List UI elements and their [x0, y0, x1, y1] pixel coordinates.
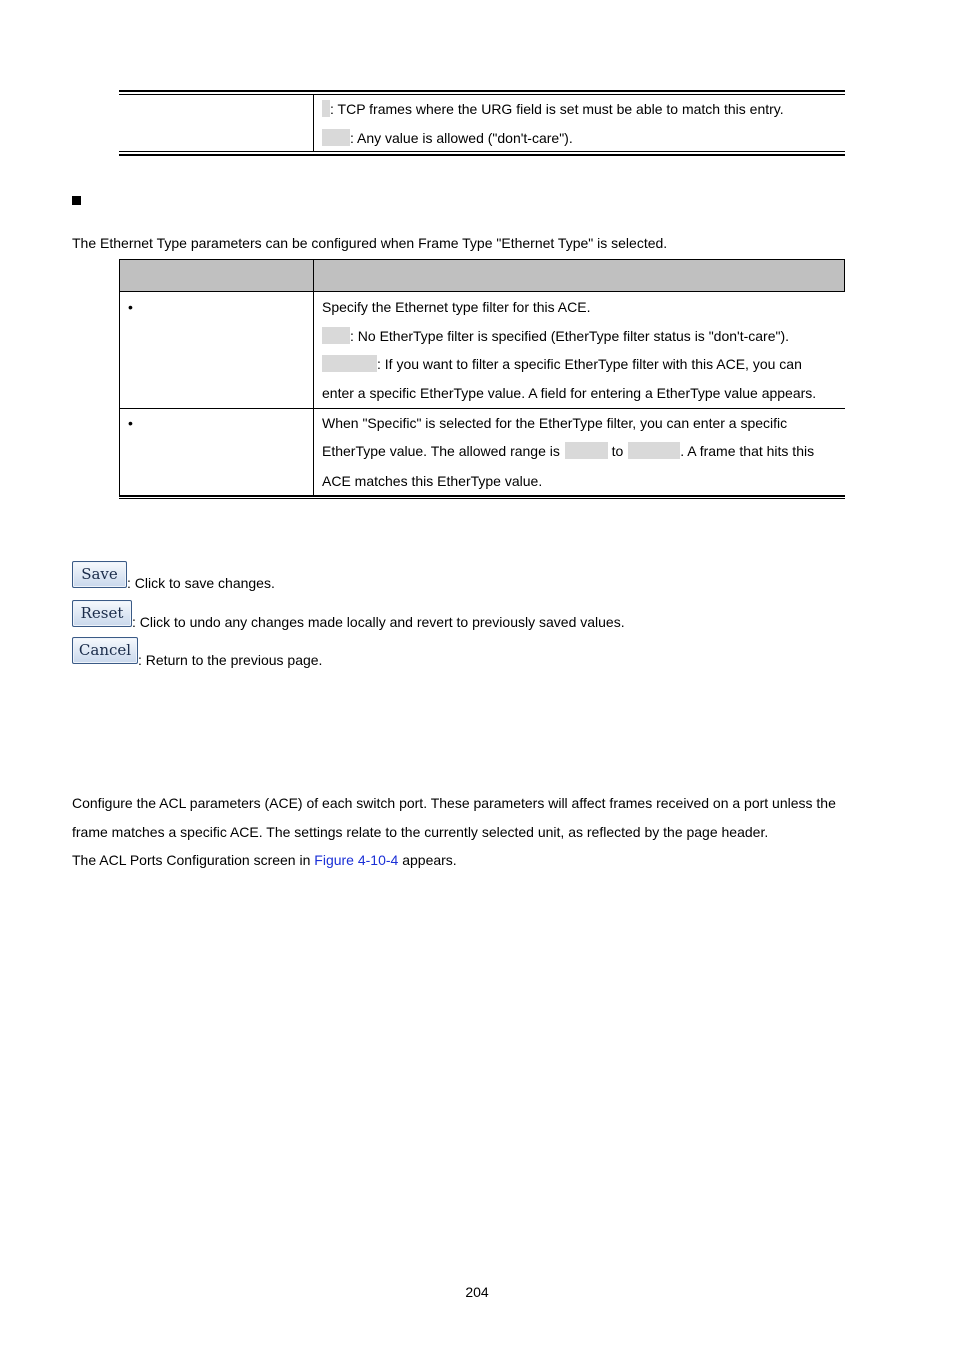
ethertype-value-range: [322, 442, 814, 460]
ethertype-any-text: : No EtherType filter is specified (EtherType filter status is "don't-care").: [350, 328, 790, 344]
row-bullet: •: [128, 299, 133, 315]
range-text-a: EtherType value. The allowed range is: [322, 443, 560, 459]
screen-suffix: appears.: [398, 852, 457, 868]
table-rule: [119, 498, 845, 499]
table-header-row: [119, 259, 845, 292]
save-button[interactable]: Save: [72, 561, 127, 588]
urg-option-2-text: : Any value is allowed ("don't-care").: [350, 130, 573, 146]
value-highlight: [322, 327, 350, 344]
ethernet-intro: The Ethernet Type parameters can be configured when Frame Type "Ethernet Type" is selected.: [72, 235, 668, 251]
ports-screen-line: [72, 851, 457, 869]
value-highlight: [628, 442, 680, 459]
urg-option-1-text: : TCP frames where the URG field is set must be able to match this entry.: [330, 101, 784, 117]
ethernet-type-table: [119, 259, 845, 500]
value-highlight: [322, 355, 377, 372]
save-desc: : Click to save changes.: [127, 575, 275, 591]
screen-prefix: The ACL Ports Configuration screen in: [72, 852, 315, 868]
ethertype-specific-text-cont: enter a specific EtherType value. A field for entering a EtherType value appears.: [322, 385, 817, 401]
cancel-desc: : Return to the previous page.: [138, 652, 323, 668]
ethertype-filter-desc: Specify the Ethernet type filter for this ACE.: [322, 299, 591, 315]
table-rule: [119, 154, 845, 156]
section-bullet-icon: [72, 196, 81, 205]
table-row-divider: [119, 408, 845, 409]
row-bullet: •: [128, 415, 133, 431]
reset-button[interactable]: Reset: [72, 600, 132, 627]
value-highlight: [565, 442, 608, 459]
table-rule: [119, 90, 845, 92]
table-border-left: [119, 259, 120, 497]
value-highlight: [322, 129, 350, 146]
reset-desc: : Click to undo any changes made locally and revert to previously saved values.: [132, 614, 625, 630]
ethertype-any-option: [322, 327, 789, 345]
ethertype-specific-option: [322, 355, 802, 373]
range-text-c: . A frame that hits this: [680, 443, 815, 459]
urg-option-2: [322, 129, 573, 147]
ethertype-value-desc-3: ACE matches this EtherType value.: [322, 473, 543, 489]
ports-paragraph-line1: Configure the ACL parameters (ACE) of each switch port. These parameters will affect frames received on a port unless the: [72, 795, 836, 811]
ethertype-specific-text: : If you want to filter a specific EtherType filter with this ACE, you can: [377, 356, 802, 372]
table-rule: [119, 495, 845, 497]
value-highlight: [322, 100, 330, 117]
range-text-b: to: [611, 443, 624, 459]
cancel-button[interactable]: Cancel: [72, 637, 138, 664]
urg-option-1: [322, 100, 784, 118]
page-number: 204: [465, 1284, 489, 1300]
ports-paragraph-line2: frame matches a specific ACE. The settings relate to the currently selected unit, as reflected by the page header.: [72, 824, 769, 840]
figure-link[interactable]: Figure 4-10-4: [314, 852, 399, 868]
table-border-right: [844, 259, 845, 292]
table-rule: [119, 151, 845, 152]
table-rule: [119, 94, 845, 95]
table-column-divider: [313, 259, 314, 497]
table-column-divider: [313, 94, 314, 152]
ethertype-value-desc-1: When "Specific" is selected for the EtherType filter, you can enter a specific: [322, 415, 788, 431]
